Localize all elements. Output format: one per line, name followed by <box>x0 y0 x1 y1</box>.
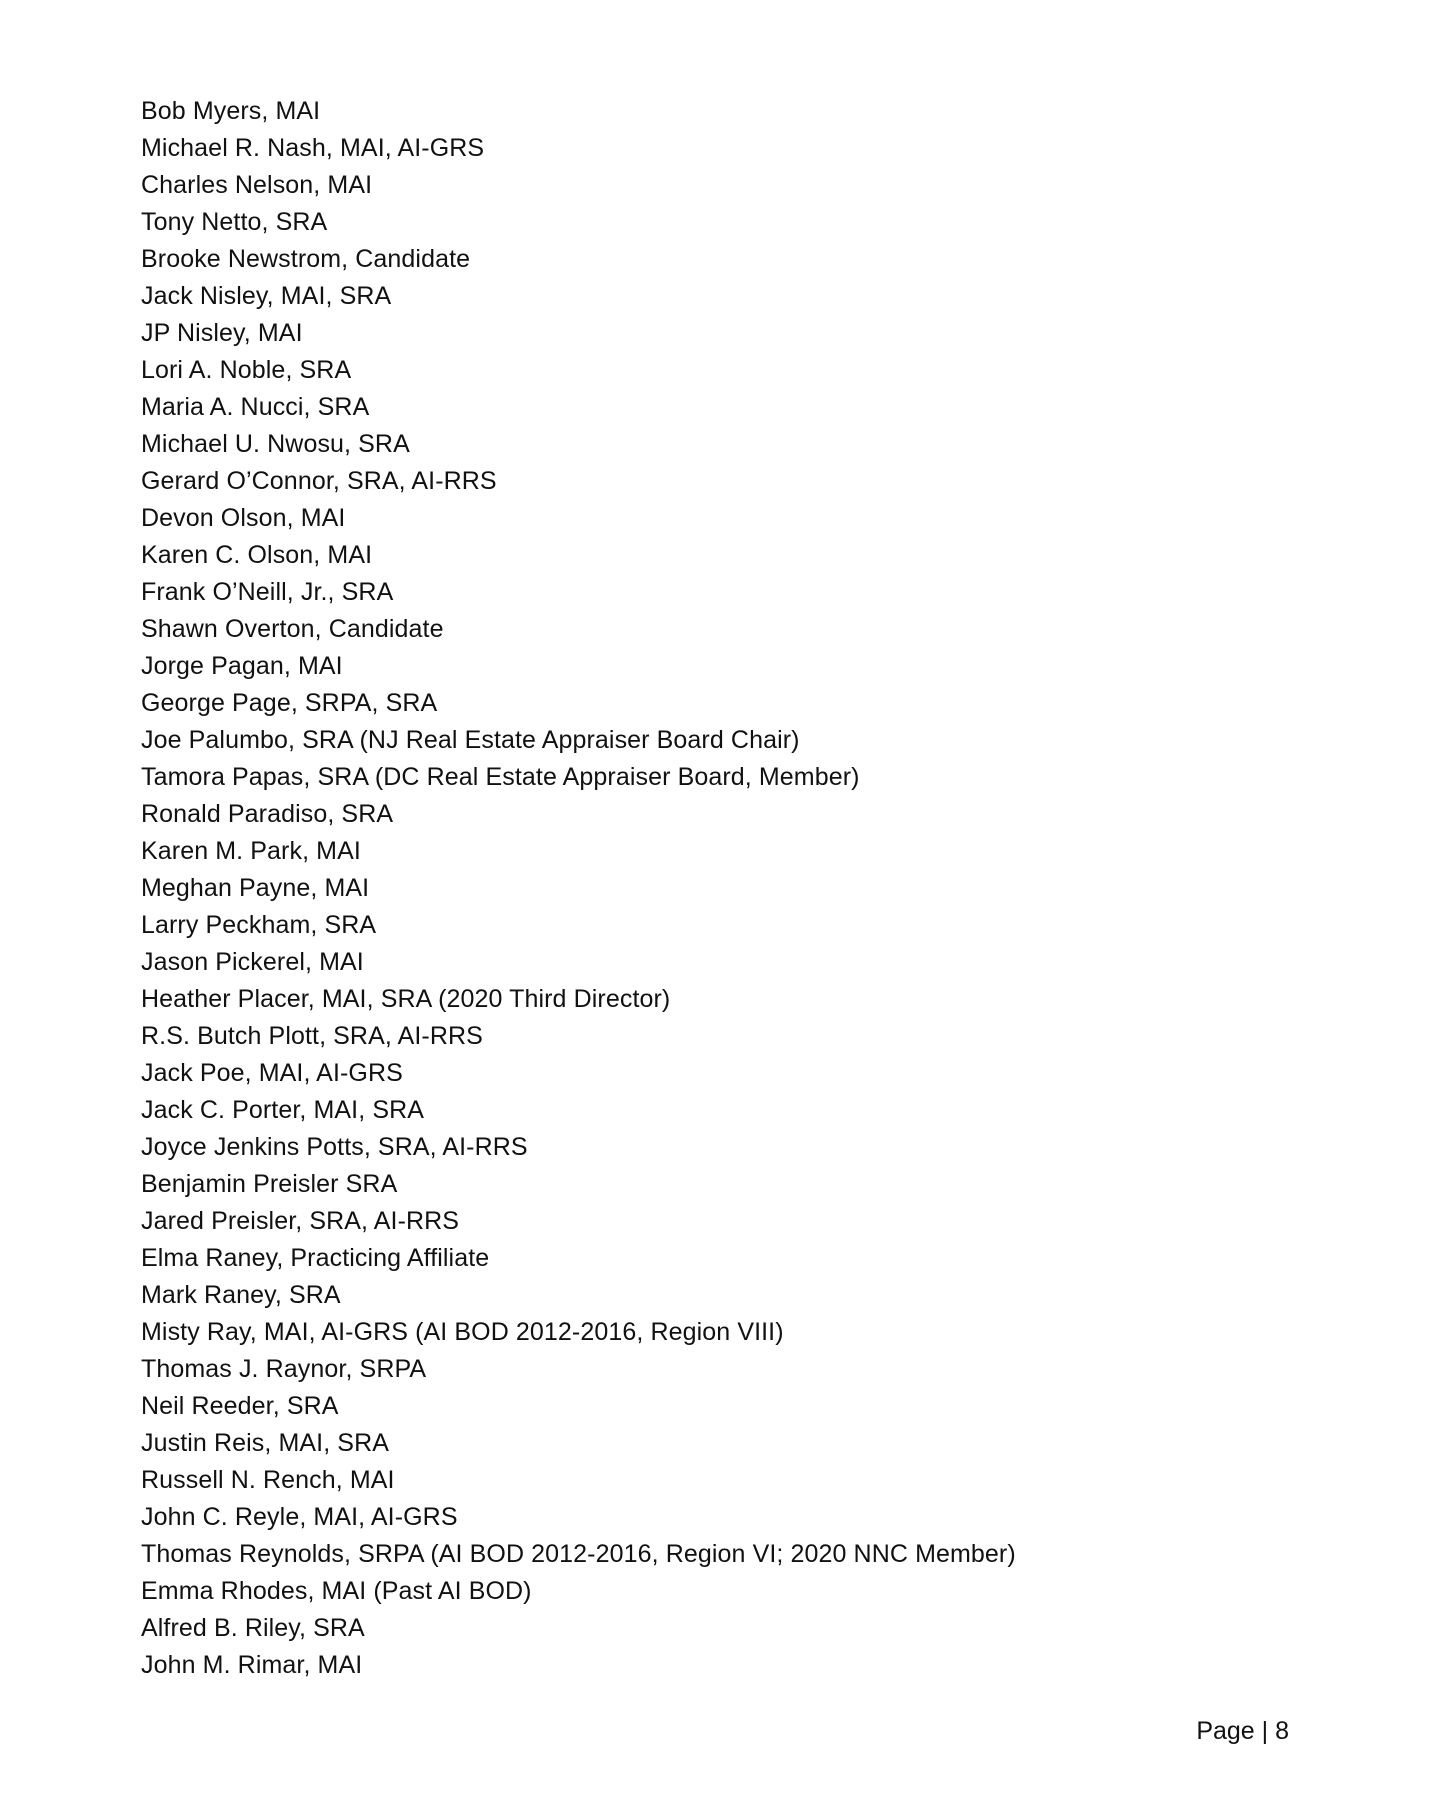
member-name-entry: George Page, SRPA, SRA <box>141 689 438 717</box>
member-name-entry: Heather Placer, MAI, SRA (2020 Third Director) <box>141 985 671 1013</box>
member-name-entry: Elma Raney, Practicing Affiliate <box>141 1244 490 1272</box>
member-name-entry: JP Nisley, MAI <box>141 319 303 347</box>
member-name-entry: Charles Nelson, MAI <box>141 171 373 199</box>
member-name-entry: Devon Olson, MAI <box>141 504 346 532</box>
member-name-entry: R.S. Butch Plott, SRA, AI-RRS <box>141 1022 483 1050</box>
member-name-entry: Joyce Jenkins Potts, SRA, AI-RRS <box>141 1133 528 1161</box>
member-name-entry: Karen M. Park, MAI <box>141 837 361 865</box>
member-name-entry: Shawn Overton, Candidate <box>141 615 444 643</box>
member-name-entry: Maria A. Nucci, SRA <box>141 393 370 421</box>
member-name-entry: Bob Myers, MAI <box>141 97 321 125</box>
member-name-entry: Jack C. Porter, MAI, SRA <box>141 1096 425 1124</box>
member-name-entry: Thomas Reynolds, SRPA (AI BOD 2012-2016, Region VI; 2020 NNC Member) <box>141 1540 1016 1568</box>
member-name-list <box>141 93 1016 1684</box>
member-name-entry: Russell N. Rench, MAI <box>141 1466 395 1494</box>
member-name-entry: Jorge Pagan, MAI <box>141 652 343 680</box>
member-name-entry: Emma Rhodes, MAI (Past AI BOD) <box>141 1577 532 1605</box>
member-name-entry: Karen C. Olson, MAI <box>141 541 373 569</box>
member-name-entry: Ronald Paradiso, SRA <box>141 800 394 828</box>
member-name-entry: Lori A. Noble, SRA <box>141 356 352 384</box>
page-number: Page | 8 <box>1196 1717 1289 1745</box>
member-name-entry: John C. Reyle, MAI, AI-GRS <box>141 1503 458 1531</box>
member-name-entry: Brooke Newstrom, Candidate <box>141 245 471 273</box>
member-name-entry: Jason Pickerel, MAI <box>141 948 364 976</box>
member-name-entry: Justin Reis, MAI, SRA <box>141 1429 389 1457</box>
member-name-entry: Jack Nisley, MAI, SRA <box>141 282 392 310</box>
member-name-entry: Tony Netto, SRA <box>141 208 328 236</box>
member-name-entry: Frank O’Neill, Jr., SRA <box>141 578 394 606</box>
member-name-entry: Misty Ray, MAI, AI-GRS (AI BOD 2012-2016, Region VIII) <box>141 1318 784 1346</box>
member-name-entry: Michael R. Nash, MAI, AI-GRS <box>141 134 485 162</box>
member-name-entry: Joe Palumbo, SRA (NJ Real Estate Appraiser Board Chair) <box>141 726 800 754</box>
member-name-entry: John M. Rimar, MAI <box>141 1651 363 1679</box>
member-name-entry: Neil Reeder, SRA <box>141 1392 339 1420</box>
member-name-entry: Tamora Papas, SRA (DC Real Estate Appraiser Board, Member) <box>141 763 860 791</box>
member-name-entry: Meghan Payne, MAI <box>141 874 370 902</box>
member-name-entry: Gerard O’Connor, SRA, AI-RRS <box>141 467 497 495</box>
member-name-entry: Jack Poe, MAI, AI-GRS <box>141 1059 403 1087</box>
member-name-entry: Benjamin Preisler SRA <box>141 1170 398 1198</box>
member-name-entry: Alfred B. Riley, SRA <box>141 1614 365 1642</box>
member-name-entry: Mark Raney, SRA <box>141 1281 341 1309</box>
member-name-entry: Larry Peckham, SRA <box>141 911 377 939</box>
member-name-entry: Jared Preisler, SRA, AI-RRS <box>141 1207 460 1235</box>
member-name-entry: Thomas J. Raynor, SRPA <box>141 1355 427 1383</box>
member-name-entry: Michael U. Nwosu, SRA <box>141 430 410 458</box>
